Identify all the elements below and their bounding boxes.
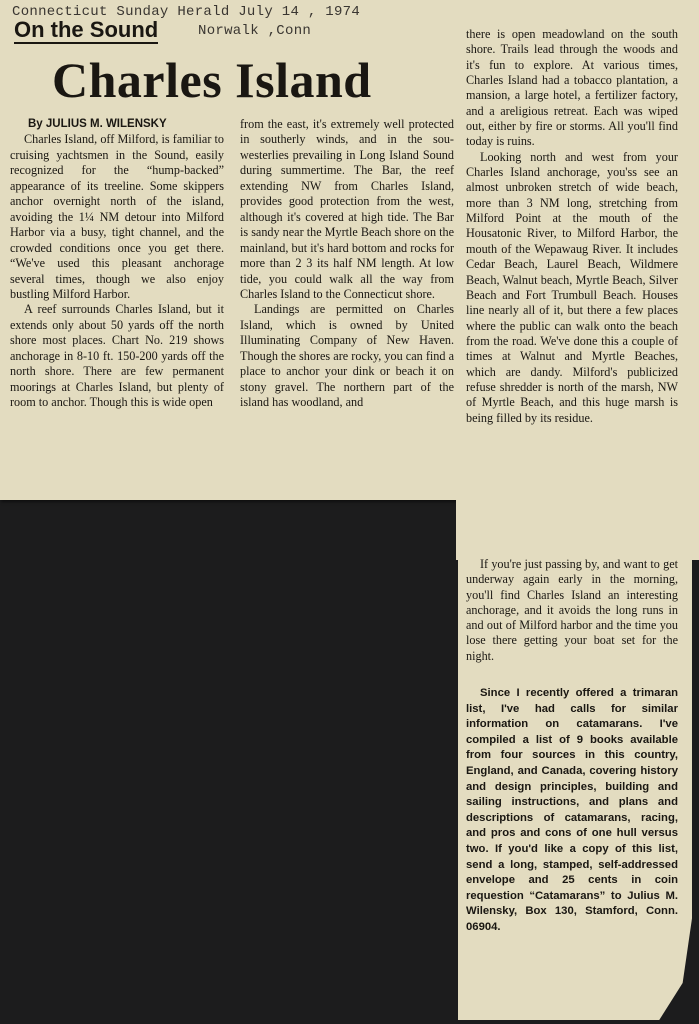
paragraph: Charles Island, off Milford, is familiar to cruising yachtsmen in the Sound, easily recognized for the “hump-backed” appearance of its treeline. Some skippers anchor overnight north of the island, avoiding the 1¼ NM detour into Milford Harbor via a busy, tight channel, and the crowded conditions once you get there. “We've used this pleasant anchorage several times, though we also enjoy bustling Milford Harbor. [10,132,224,301]
paragraph: Since I recently offered a trimaran list, I've had calls for similar information on catamarans. I've compiled a list of 9 books available from four sources in this country, England, and Canada, covering history and design principles, building and sailing instructions, and plans and descriptions of catamarans, racing, and pros and cons of one hull versus two. If you'd like a copy of this list, send a long, stamped, self-addressed envelope and 25 cents in coin requestion “Catamarans” to Julius M. Wilensky, Box 130, Stamford, Conn. 06904. [466,687,678,933]
paragraph: A reef surrounds Charles Island, but it extends only about 50 yards off the north shore most places. Chart No. 219 shows anchorage in 8-10 ft. 150-200 yards off the north shore. There are few permanent moorings at Charles Island, but plenty of room to anchor. Though this is wide open [10,302,224,410]
article-column-2 [240,117,454,411]
column-title: On the Sound [14,17,159,42]
paragraph: there is open meadowland on the south shore. Trails lead through the woods and it's fun to explore. At various times, Charles Island had a tobacco plantation, a mansion, a large hotel, a fertilizer factory, and a areligious retreat. Each was wiped out, either by fire or storms. All you'll find today is ruins. [466,27,678,149]
stamp-city: Norwalk ,Conn [198,23,312,39]
article-column-5 [466,686,678,936]
paragraph: Looking north and west from your Charles Island anchorage, you'ss see an almost unbroken stretch of wide beach, more than 3 NM long, stretching from Milford Point at the mouth of the Housatonic River, to Milford Harbor, the mouth of the Wepawaug River. It includes Cedar Beach, Laurel Beach, Wildmere Beach, Walnut beach, Myrtle Beach, Silver Beach and Fort Trumbull Beach. Houses line nearly all of it, but there a few places where the public can walk onto the beach from the road. We've done this a couple of times at Walnut and Myrtle Beaches, which are dandy. Milford's publicized refuse shredder is north of the marsh, NW of Myrtle Beach, and this huge marsh is being filled by its residue. [466,149,678,425]
paragraph: If you're just passing by, and want to get underway again early in the morning, you'll find Charles Island an interesting anchorage, and it avoids the long runs in and out of Milford harbor and the time you lose there getting your boat set for the night. [466,557,678,663]
paragraph: Landings are permitted on Charles Island, which is owned by United Illuminating Company of New Haven. Though the shores are rocky, you can find a place to anchor your dink or beach it on stony gravel. The northern part of the island has woodland, and [240,302,454,410]
stamp-line: Connecticut Sunday Herald July 14 , 1974 [12,4,361,20]
article-column-1 [10,117,224,411]
clipping-main [0,0,458,500]
article-column-4 [466,557,678,664]
headline: Charles Island [52,52,372,108]
article-column-3 [466,27,678,426]
paragraph: from the east, it's extremely well protected in southerly winds, and in the sou-westerlies prevailing in Long Island Sound during summertime. The Bar, the reef extending NW from Charles Island, provides good protection from the west, although it's covered at high tide. The Bar is sandy near the Myrtle Beach shore on the mainland, but it's hard bottom and rocks for more than 2 3 its half NM length. At low tide, you could walk all the way from Charles Island to the Connecticut shore. [240,117,454,301]
byline: By JULIUS M. WILENSKY [28,118,167,130]
